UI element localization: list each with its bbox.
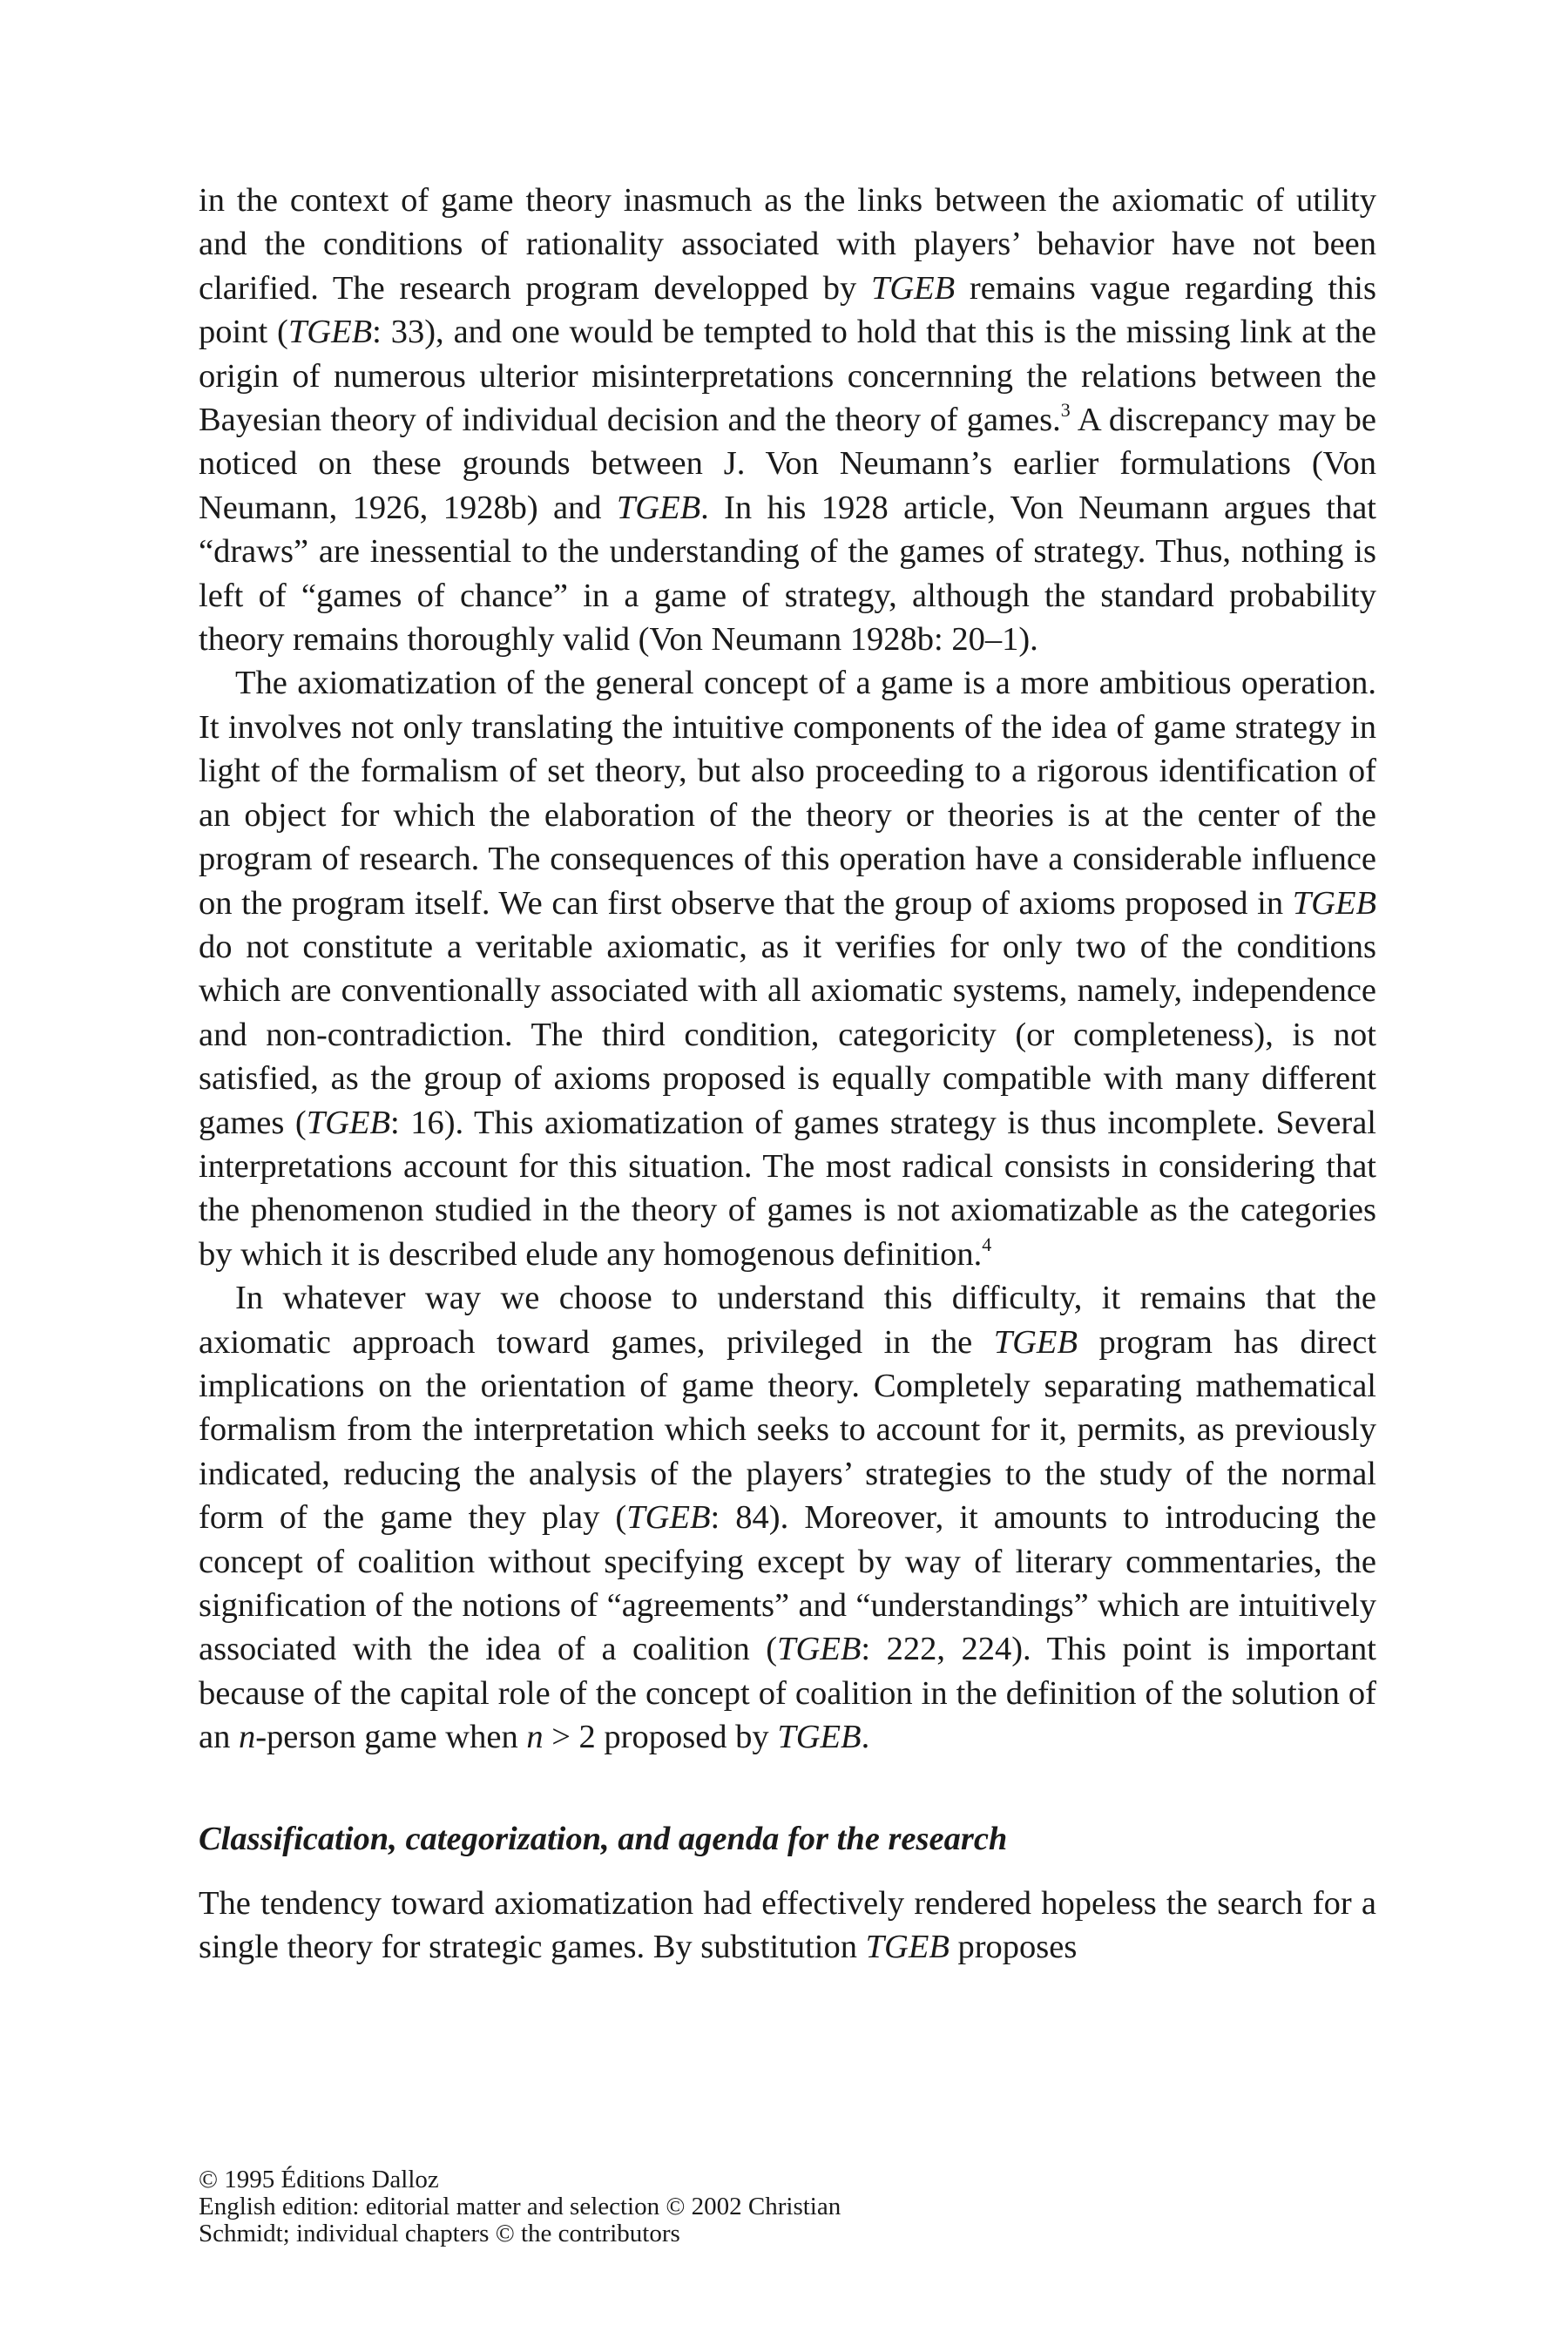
body-paragraph-2: The axiomatization of the general concept of a game is a more ambitious operation. It involves not only translating the intuitive components of the idea of game strategy in light of the formalism of set theory, but also proceeding to a rigorous identification of an object for which the elaboration of the theory or theories is at the center of the program of research. The consequences of this operation have a considerable influence on the program itself. We can first observe that the group of axioms proposed in TGEB do not constitute a veritable axiomatic, as it verifies for only two of the conditions which are conventionally associated with all axiomatic systems, namely, independence and non-contradiction. The third condition, categoricity (or completeness), is not satisfied, as the group of axioms proposed is equally compatible with many different games (TGEB: 16). This axiomatization of games strategy is thus incomplete. Several interpretations account for this situation. The most radical consists in considering that the phenomenon studied in the theory of games is not axiomatizable as the categories by which it is described elude any homogenous definition.$^4$ xyxy=(199,665,1376,1273)
italic-term: n xyxy=(526,1719,544,1756)
italic-term: n xyxy=(238,1719,256,1756)
copyright-footer xyxy=(199,2166,1070,2247)
copyright-line-1: © 1995 Éditions Dalloz xyxy=(199,2166,439,2193)
italic-term: TGEB xyxy=(993,1323,1078,1361)
body-paragraph-3: In whatever way we choose to understand this difficulty, it remains that the axiomatic approach toward games, privileged in the TGEB program has direct implications on the orientation of game theory. Completely separating mathematical formalism from the interpretation which seeks to account for it, permits, as previously indicated, reducing the analysis of the players’ strategies to the study of the normal form of the game they play (TGEB: 84). Moreover, it amounts to introducing the concept of coalition without specifying except by way of literary commentaries, the signification of the notions of “agreements” and “understandings” which are intuitively associated with the idea of a coalition (TGEB: 222, 224). This point is important because of the capital role of the concept of coalition in the definition of the solution of an n-person game when n > 2 proposed by TGEB. xyxy=(199,1280,1377,1756)
italic-term: TGEB xyxy=(626,1499,711,1537)
italic-term: TGEB xyxy=(777,1631,862,1668)
copyright-line-2: English edition: editorial matter and selection © 2002 Christian xyxy=(199,2193,841,2220)
italic-term: TGEB xyxy=(306,1104,390,1141)
italic-term: TGEB xyxy=(1292,884,1376,922)
italic-term: TGEB xyxy=(777,1719,862,1756)
page-body xyxy=(199,179,1376,1969)
italic-term: TGEB xyxy=(287,314,373,351)
body-paragraph-1: in the context of game theory inasmuch as the links between the axiomatic of utility and the conditions of rationality associated with players’ behavior have not been clarified. The research program developped by TGEB remains vague regarding this point (TGEB: 33), and one would be tempted to hold that this is the missing link at the origin of numerous ulterior misinterpretations concernning the relations between the Bayesian theory of individual decision and the theory of games.$^3$ A discrepancy may be noticed on these grounds between J. Von Neumann’s earlier formulations (Von Neumann, 1926, 1928b) and TGEB. In his 1928 article, Von Neumann argues that “draws” are inessential to the understanding of the games of strategy. Thus, nothing is left of “games of chance” in a game of strategy, although the standard probability theory remains thoroughly valid (Von Neumann 1928b: 20–1). xyxy=(199,182,1376,659)
section-heading: Classification, categorization, and agenda for the research xyxy=(199,1820,1008,1857)
footnote-marker[interactable]: 4 xyxy=(982,1233,992,1255)
closing-paragraph: The tendency toward axiomatization had effectively rendered hopeless the search for a single theory for strategic games. By substitution TGEB proposes xyxy=(199,1884,1376,1966)
footnote-marker[interactable]: 3 xyxy=(1060,399,1071,422)
copyright-line-3: Schmidt; individual chapters © the contributors xyxy=(199,2220,680,2247)
italic-term: TGEB xyxy=(616,489,701,526)
italic-term: TGEB xyxy=(865,1929,950,1966)
italic-term: TGEB xyxy=(870,269,956,307)
